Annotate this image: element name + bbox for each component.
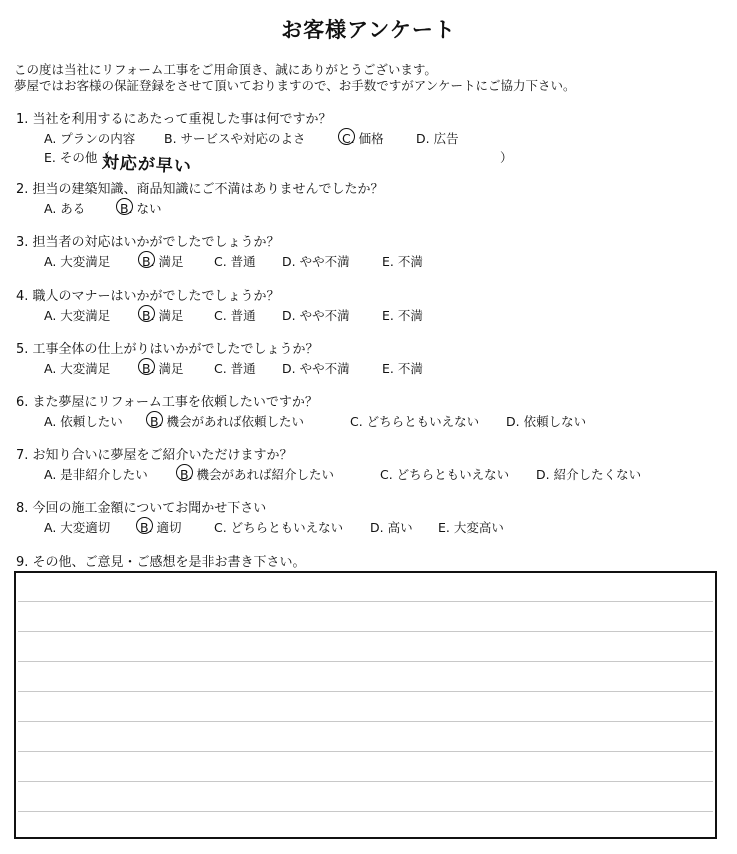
intro-line-2: 夢屋ではお客様の保証登録をさせて頂いておりますので、お手数ですがアンケートにご協力下さい。 — [14, 78, 576, 93]
option-a[interactable]: A. プランの内容 — [44, 131, 136, 146]
comment-rule — [18, 781, 713, 782]
option-e-close: ） — [500, 150, 513, 165]
option-b-selected[interactable]: B. 機会があれば紹介したい — [180, 465, 334, 483]
selection-circle — [138, 358, 155, 375]
question-7-label: 7. お知り合いに夢屋をご紹介いただけますか？ — [16, 448, 293, 463]
option-d[interactable]: D. やや不満 — [282, 254, 350, 269]
selection-circle — [116, 198, 133, 215]
comment-rule — [18, 601, 713, 602]
question-5-label: 5. 工事全体の仕上がりはいかがでしたでしょうか？ — [16, 342, 319, 357]
option-c[interactable]: C. どちらともいえない — [380, 467, 510, 482]
option-b-selected[interactable]: B. 機会があれば依頼したい — [150, 412, 304, 430]
selection-circle — [338, 128, 355, 145]
comment-rule — [18, 811, 713, 812]
option-e[interactable]: E. 不満 — [382, 361, 423, 376]
option-a[interactable]: A. 大変適切 — [44, 520, 111, 535]
option-c-selected[interactable]: C. 価格 — [342, 129, 384, 147]
comment-rule — [18, 661, 713, 662]
question-2-label: 2. 担当の建築知識、商品知識にご不満はありませんでしたか？ — [16, 182, 384, 197]
selection-circle — [146, 411, 163, 428]
option-a[interactable]: A. ある — [44, 201, 86, 216]
comment-rule — [18, 631, 713, 632]
option-e[interactable]: E. 不満 — [382, 254, 423, 269]
question-6-label: 6. また夢屋にリフォーム工事を依頼したいですか？ — [16, 395, 318, 410]
option-a[interactable]: A. 大変満足 — [44, 254, 111, 269]
option-b-selected[interactable]: B. 満足 — [142, 359, 184, 377]
comment-rule — [18, 691, 713, 692]
option-d[interactable]: D. 広告 — [416, 131, 459, 146]
selection-circle — [138, 305, 155, 322]
option-e[interactable]: E. 大変高い — [438, 520, 504, 535]
option-d[interactable]: D. やや不満 — [282, 308, 350, 323]
option-a[interactable]: A. 是非紹介したい — [44, 467, 148, 482]
option-c[interactable]: C. 普通 — [214, 361, 256, 376]
option-b-selected[interactable]: B. ない — [120, 199, 162, 217]
option-b-selected[interactable]: B. 満足 — [142, 306, 184, 324]
option-e[interactable]: E. 不満 — [382, 308, 423, 323]
question-8-label: 8. 今回の施工金額についてお聞かせ下さい — [16, 501, 267, 516]
page-title: お客様アンケート — [281, 18, 456, 42]
option-c[interactable]: C. どちらともいえない — [350, 414, 480, 429]
question-4-label: 4. 職人のマナーはいかがでしたでしょうか？ — [16, 289, 280, 304]
option-a[interactable]: A. 大変満足 — [44, 308, 111, 323]
question-3-label: 3. 担当者の対応はいかがでしたでしょうか？ — [16, 235, 280, 250]
option-d[interactable]: D. 紹介したくない — [536, 467, 642, 482]
selection-circle — [138, 251, 155, 268]
option-c[interactable]: C. 普通 — [214, 254, 256, 269]
selection-circle — [136, 517, 153, 534]
option-c[interactable]: C. 普通 — [214, 308, 256, 323]
option-d[interactable]: D. やや不満 — [282, 361, 350, 376]
comment-box[interactable] — [14, 571, 717, 839]
handwritten-answer: 対応が早い — [101, 152, 193, 178]
option-a[interactable]: A. 依頼したい — [44, 414, 123, 429]
option-d[interactable]: D. 依頼しない — [506, 414, 587, 429]
question-1-label: 1. 当社を利用するにあたって重視した事は何ですか？ — [16, 112, 332, 127]
option-c[interactable]: C. どちらともいえない — [214, 520, 344, 535]
question-9-label: 9. その他、ご意見・ご感想を是非お書き下さい。 — [16, 555, 306, 570]
option-b-selected[interactable]: B. 満足 — [142, 252, 184, 270]
intro-line-1: この度は当社にリフォーム工事をご用命頂き、誠にありがとうございます。 — [14, 62, 437, 77]
option-a[interactable]: A. 大変満足 — [44, 361, 111, 376]
comment-rule — [18, 721, 713, 722]
option-e-label[interactable]: E. その他（ — [44, 150, 110, 165]
option-b-selected[interactable]: B. 適切 — [140, 518, 182, 536]
selection-circle — [176, 464, 193, 481]
comment-rule — [18, 751, 713, 752]
option-d[interactable]: D. 高い — [370, 520, 413, 535]
option-b[interactable]: B. サービスや対応のよさ — [164, 131, 306, 146]
